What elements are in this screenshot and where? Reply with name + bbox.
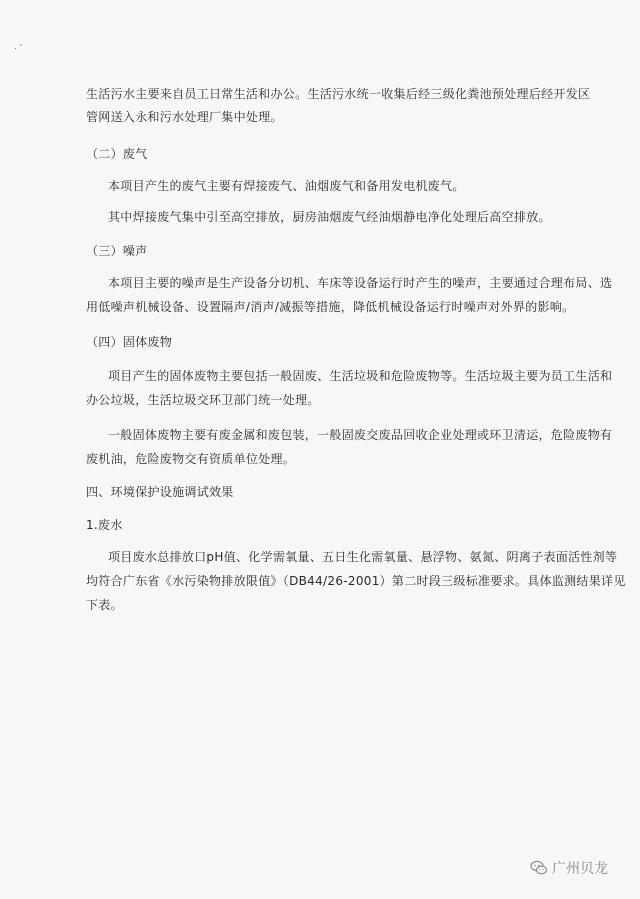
paragraph-line: 本项目产生的废气主要有焊接废气、油烟废气和备用发电机废气。: [108, 179, 465, 193]
paragraph-line: 办公垃圾，生活垃圾交环卫部门统一处理。: [86, 393, 320, 407]
watermark: [530, 858, 608, 878]
paragraph-line: 一般固体废物主要有废金属和废包装，一般固废交废品回收企业处理或环卫清运，危险废物有: [108, 428, 613, 442]
paragraph-line: 项目产生的固体废物主要包括一般固废、生活垃圾和危险废物等。生活垃圾主要为员工生活和: [108, 369, 613, 383]
section-heading: （四）固体废物: [86, 335, 173, 349]
chapter-heading: 四、环境保护设施调试效果: [86, 485, 234, 499]
paragraph-line: 用低噪声机械设备、设置隔声/消声/减振等措施，降低机械设备运行时噪声对外界的影响。: [86, 300, 575, 314]
paragraph-line: 项目废水总排放口pH值、化学需氧量、五日生化需氧量、悬浮物、氨氮、阴离子表面活性剂等: [108, 550, 618, 564]
section-heading: （三）噪声: [86, 244, 148, 258]
subsection-heading: 1.废水: [86, 518, 123, 532]
section-heading: （二）废气: [86, 147, 148, 161]
paragraph-line: 生活污水主要来自员工日常生活和办公。生活污水统一收集后经三级化粪池预处理后经开发区: [86, 87, 591, 101]
paragraph-line: 均符合广东省《水污染物排放限值》（DB44/26-2001）第二时段三级标准要求。具体监测结果详见: [86, 574, 626, 588]
scan-mark: ·ˊ: [14, 44, 25, 55]
wechat-icon: [530, 860, 548, 876]
paragraph-line: 废机油，危险废物交有资质单位处理。: [86, 452, 296, 466]
paragraph-line: 其中焊接废气集中引至高空排放，厨房油烟废气经油烟静电净化处理后高空排放。: [108, 210, 551, 224]
watermark-text: 广州贝龙: [552, 861, 608, 877]
paragraph-line: 管网送入永和污水处理厂集中处理。: [86, 110, 283, 124]
paragraph-line: 下表。: [86, 598, 123, 612]
paragraph-line: 本项目主要的噪声是生产设备分切机、车床等设备运行时产生的噪声，主要通过合理布局、选: [108, 276, 613, 290]
